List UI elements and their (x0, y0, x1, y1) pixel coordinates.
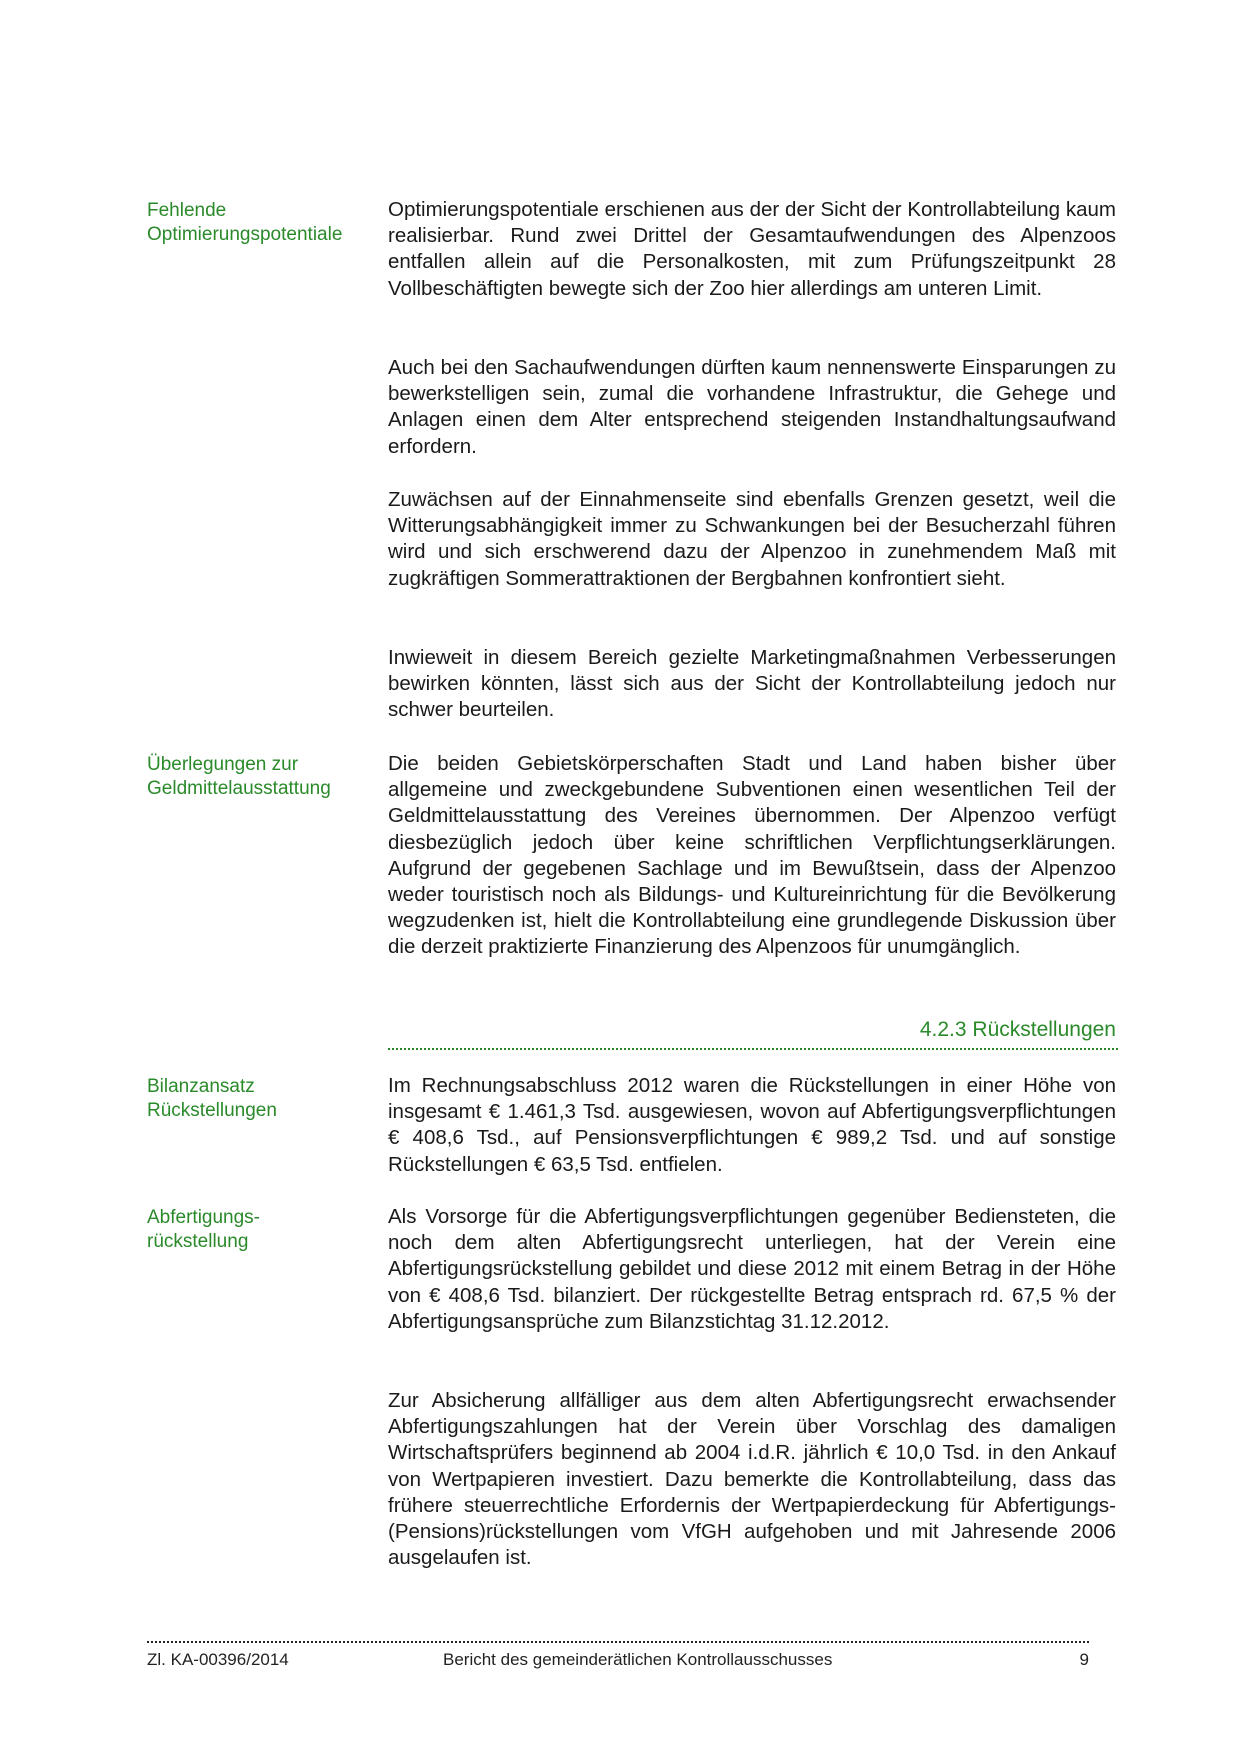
margin-label-line: Fehlende (147, 200, 227, 221)
margin-label-line: Abfertigungs- (147, 1207, 261, 1228)
margin-label-line: Optimierungspotentiale (147, 224, 343, 245)
paragraph: Die beiden Gebietskörperschaften Stadt und Land haben bisher über allgemeine und zweckgebundene Subventionen einen wesentlichen Teil der Geldmittelausstattung des Vereines übernommen. Der Alpenzoo verfügt diesbezüglich jedoch über keine schriftlichen Verpflichtungserklärungen. Aufgrund der gegebenen Sachlage und im Bewußtsein, dass der Alpenzoo weder touristisch noch als Bildungs- und Kultureinrichtung für die Bevölkerung wegzudenken ist, hielt die Kontrollabteilung eine grundlegende Diskussion über die derzeit praktizierte Finanzierung des Alpenzoos für unumgänglich. (388, 752, 1116, 959)
footer-title: Bericht des gemeinderätlichen Kontrollausschusses (443, 1650, 833, 1669)
paragraph: Inwieweit in diesem Bereich gezielte Marketingmaßnahmen Verbesserungen bewirken könnten, lässt sich aus der Sicht der Kontrollabteilung jedoch nur schwer beurteilen. (388, 646, 1116, 722)
footer-reference: Zl. KA-00396/2014 (147, 1650, 289, 1669)
margin-label-line: Überlegungen zur (147, 754, 299, 775)
page-number: 9 (1079, 1650, 1089, 1669)
paragraph: Zur Absicherung allfälliger aus dem alten Abfertigungsrecht erwachsender Abfertigungszahlungen hat der Verein über Vorschlag des damaligen Wirtschaftsprüfers beginnend ab 2004 i.d.R. jährlich € 10,0 Tsd. in den Ankauf von Wertpapieren investiert. Dazu bemerkte die Kontrollabteilung, dass das frühere steuerrechtliche Erfordernis der Wertpapierdeckung für Abfertigungs-(Pensions)rückstellungen vom VfGH aufgehoben und mit Jahresende 2006 ausgelaufen ist. (388, 1389, 1116, 1570)
margin-label-severance (147, 1206, 367, 1254)
footer-divider (147, 1641, 1089, 1643)
paragraph: Im Rechnungsabschluss 2012 waren die Rückstellungen in einer Höhe von insgesamt € 1.461,3 Tsd. ausgewiesen, wovon auf Abfertigungsverpflichtungen € 408,6 Tsd., auf Pensionsverpflichtungen € 989,2 Tsd. und auf sonstige Rückstellungen € 63,5 Tsd. entfielen. (388, 1074, 1116, 1176)
margin-label-line: Geldmittelausstattung (147, 778, 331, 799)
paragraph: Auch bei den Sachaufwendungen dürften kaum nennenswerte Einsparungen zu bewerkstelligen sein, zumal die vorhandene Infrastruktur, die Gehege und Anlagen einen dem Alter entsprechend steigenden Instandhaltungsaufwand erfordern. (388, 356, 1116, 458)
margin-label-funding (147, 753, 367, 801)
paragraph: Als Vorsorge für die Abfertigungsverpflichtungen gegenüber Bediensteten, die noch dem alten Abfertigungsrecht unterliegen, hat der Verein eine Abfertigungsrückstellung gebildet und diese 2012 mit einem Betrag in der Höhe von € 408,6 Tsd. bilanziert. Der rückgestellte Betrag entsprach rd. 67,5 % der Abfertigungsansprüche zum Bilanzstichtag 31.12.2012. (388, 1205, 1116, 1333)
margin-label-line: rückstellung (147, 1231, 249, 1252)
margin-label-line: Bilanzansatz (147, 1076, 255, 1097)
margin-label-balance (147, 1075, 367, 1123)
margin-label-optimization (147, 199, 367, 247)
section-heading: 4.2.3 Rückstellungen (919, 1018, 1116, 1041)
heading-divider (388, 1048, 1118, 1050)
paragraph: Optimierungspotentiale erschienen aus der der Sicht der Kontrollabteilung kaum realisierbar. Rund zwei Drittel der Gesamtaufwendungen des Alpenzoos entfallen allein auf die Personalkosten, mit zum Prüfungszeitpunkt 28 Vollbeschäftigten bewegte sich der Zoo hier allerdings am unteren Limit. (388, 198, 1116, 300)
margin-label-line: Rückstellungen (147, 1100, 277, 1121)
paragraph: Zuwächsen auf der Einnahmenseite sind ebenfalls Grenzen gesetzt, weil die Witterungsabhängigkeit immer zu Schwankungen bei der Besucherzahl führen wird und sich erschwerend dazu der Alpenzoo in zunehmendem Maß mit zugkräftigen Sommerattraktionen der Bergbahnen konfrontiert sieht. (388, 488, 1116, 590)
